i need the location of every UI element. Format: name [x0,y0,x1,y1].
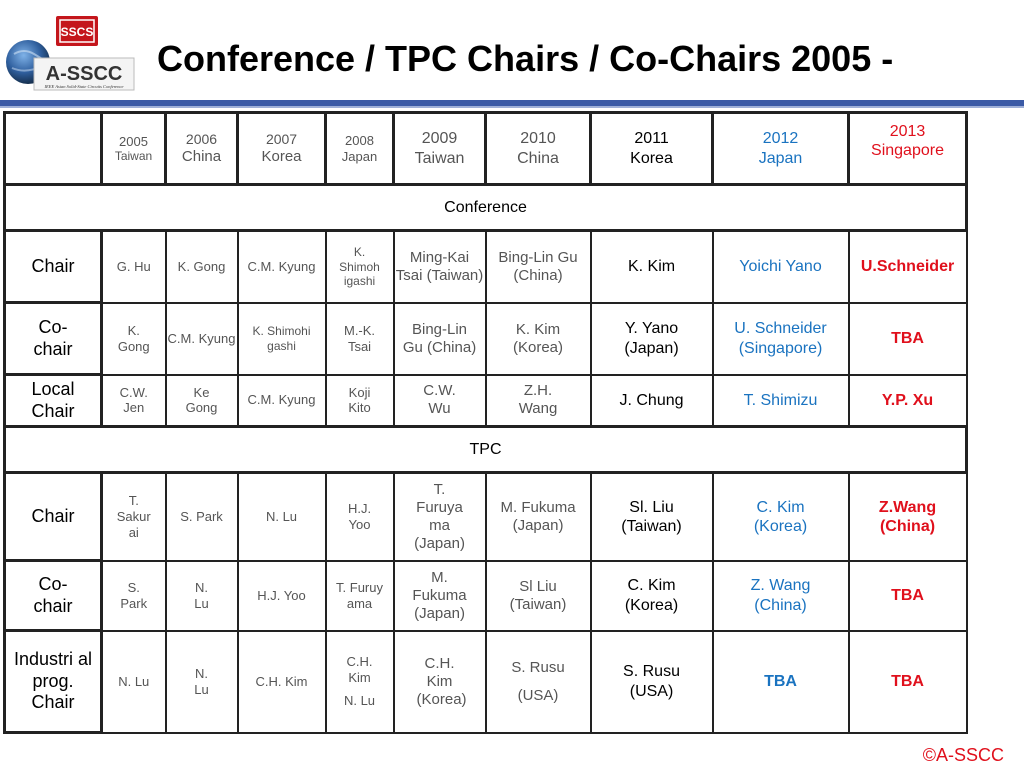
cell-tpc-chair-2010: M. Fukuma (Japan) [486,473,591,561]
cell-tpc-cochair-2013: TBA [849,561,967,631]
header-2005: 2005 Taiwan [102,113,166,185]
cell-conference-chair-2008: K. Shimoh igashi [326,231,394,303]
cell-conference-local-2011: J. Chung [591,375,713,427]
cell-conference-local-2009: C.W. Wu [394,375,486,427]
table-row-tpc-chair [5,473,967,561]
cell-conference-cochair-2012: U. Schneider (Singapore) [713,303,849,375]
cell-tpc-cochair-2005: S. Park [102,561,166,631]
cell-tpc-chair-2009: T. Furuya ma (Japan) [394,473,486,561]
a-sscc-logo [4,14,138,98]
cell-conference-cochair-2006: C.M. Kyung [166,303,238,375]
section-row-tpc [5,427,967,473]
cell-conference-cochair-2011: Y. Yano (Japan) [591,303,713,375]
header-2010: 2010 China [486,113,591,185]
cell-conference-cochair-2009: Bing-Lin Gu (China) [394,303,486,375]
cell-tpc-cochair-2009: M. Fukuma (Japan) [394,561,486,631]
cell-conference-chair-2010: Bing-Lin Gu (China) [486,231,591,303]
cell-tpc-cochair-2012: Z. Wang (China) [713,561,849,631]
header-2011: 2011 Korea [591,113,713,185]
table-row-conference-chair [5,231,967,303]
header-2009: 2009 Taiwan [394,113,486,185]
cell-conference-chair-2009: Ming-Kai Tsai (Taiwan) [394,231,486,303]
section-label-tpc: TPC [5,427,967,473]
header-2006: 2006 China [166,113,238,185]
cell-conference-local-2005: C.W. Jen [102,375,166,427]
cell-tpc-industrial-2011: S. Rusu (USA) [591,631,713,733]
cell-conference-local-2012: T. Shimizu [713,375,849,427]
svg-text:IEEE Asian Solid-State Circuit: IEEE Asian Solid-State Circuits Conference [44,84,124,89]
cell-conference-chair-2011: K. Kim [591,231,713,303]
cell-tpc-chair-2006: S. Park [166,473,238,561]
section-row-conference [5,185,967,231]
row-label-tpc-industrial: Industri al prog. Chair [5,631,102,733]
chairs-table [3,111,965,731]
cell-conference-local-2013: Y.P. Xu [849,375,967,427]
cell-tpc-cochair-2008: T. Furuy ama [326,561,394,631]
cell-conference-local-2008: Koji Kito [326,375,394,427]
header-2013: 2013 Singapore [849,113,967,185]
section-label-conference: Conference [5,185,967,231]
header-2007: 2007 Korea [238,113,326,185]
svg-text:A-SSCC: A-SSCC [45,63,123,85]
header-2012: 2012 Japan [713,113,849,185]
cell-conference-chair-2012: Yoichi Yano [713,231,849,303]
cell-tpc-chair-2005: T. Sakur ai [102,473,166,561]
cell-tpc-industrial-2009: C.H. Kim (Korea) [394,631,486,733]
row-label-tpc-chair: Chair [5,473,102,561]
cell-tpc-chair-2008: H.J. Yoo [326,473,394,561]
cell-tpc-industrial-2008: C.H. Kim N. Lu [326,631,394,733]
cell-conference-cochair-2010: K. Kim (Korea) [486,303,591,375]
copyright-footer: ©A-SSCC [922,745,1004,765]
cell-tpc-cochair-2006: N. Lu [166,561,238,631]
cell-conference-chair-2013: U.Schneider [849,231,967,303]
cell-tpc-chair-2007: N. Lu [238,473,326,561]
svg-text:SSCS: SSCS [60,25,94,39]
title-divider-light [0,106,1024,108]
cell-tpc-industrial-2006: N. Lu [166,631,238,733]
cell-tpc-cochair-2011: C. Kim (Korea) [591,561,713,631]
cell-conference-local-2010: Z.H. Wang [486,375,591,427]
cell-conference-cochair-2013: TBA [849,303,967,375]
cell-conference-local-2006: Ke Gong [166,375,238,427]
table-row-tpc-industrial [5,631,967,733]
cell-tpc-industrial-2010: S. Rusu (USA) [486,631,591,733]
cell-conference-cochair-2007: K. Shimohi gashi [238,303,326,375]
header-empty-cell [5,113,102,185]
cell-conference-chair-2005: G. Hu [102,231,166,303]
cell-tpc-industrial-2013: TBA [849,631,967,733]
cell-tpc-cochair-2010: Sl Liu (Taiwan) [486,561,591,631]
page-title: Conference / TPC Chairs / Co-Chairs 2005 - [157,38,894,79]
row-label-conference-cochair: Co-chair [5,303,102,375]
cell-tpc-industrial-2005: N. Lu [102,631,166,733]
cell-tpc-industrial-2007: C.H. Kim [238,631,326,733]
table-header-row [5,113,967,185]
row-label-tpc-cochair: Co-chair [5,561,102,631]
cell-tpc-chair-2011: Sl. Liu (Taiwan) [591,473,713,561]
cell-conference-cochair-2008: M.-K. Tsai [326,303,394,375]
table-row-tpc-cochair [5,561,967,631]
cell-tpc-industrial-2012: TBA [713,631,849,733]
table-row-conference-cochair [5,303,967,375]
cell-conference-cochair-2005: K. Gong [102,303,166,375]
cell-conference-chair-2007: C.M. Kyung [238,231,326,303]
table-row-conference-local [5,375,967,427]
header-2008: 2008 Japan [326,113,394,185]
cell-tpc-chair-2013: Z.Wang (China) [849,473,967,561]
row-label-conference-local: Local Chair [5,375,102,427]
cell-conference-chair-2006: K. Gong [166,231,238,303]
cell-tpc-cochair-2007: H.J. Yoo [238,561,326,631]
cell-conference-local-2007: C.M. Kyung [238,375,326,427]
cell-tpc-chair-2012: C. Kim (Korea) [713,473,849,561]
row-label-conference-chair: Chair [5,231,102,303]
